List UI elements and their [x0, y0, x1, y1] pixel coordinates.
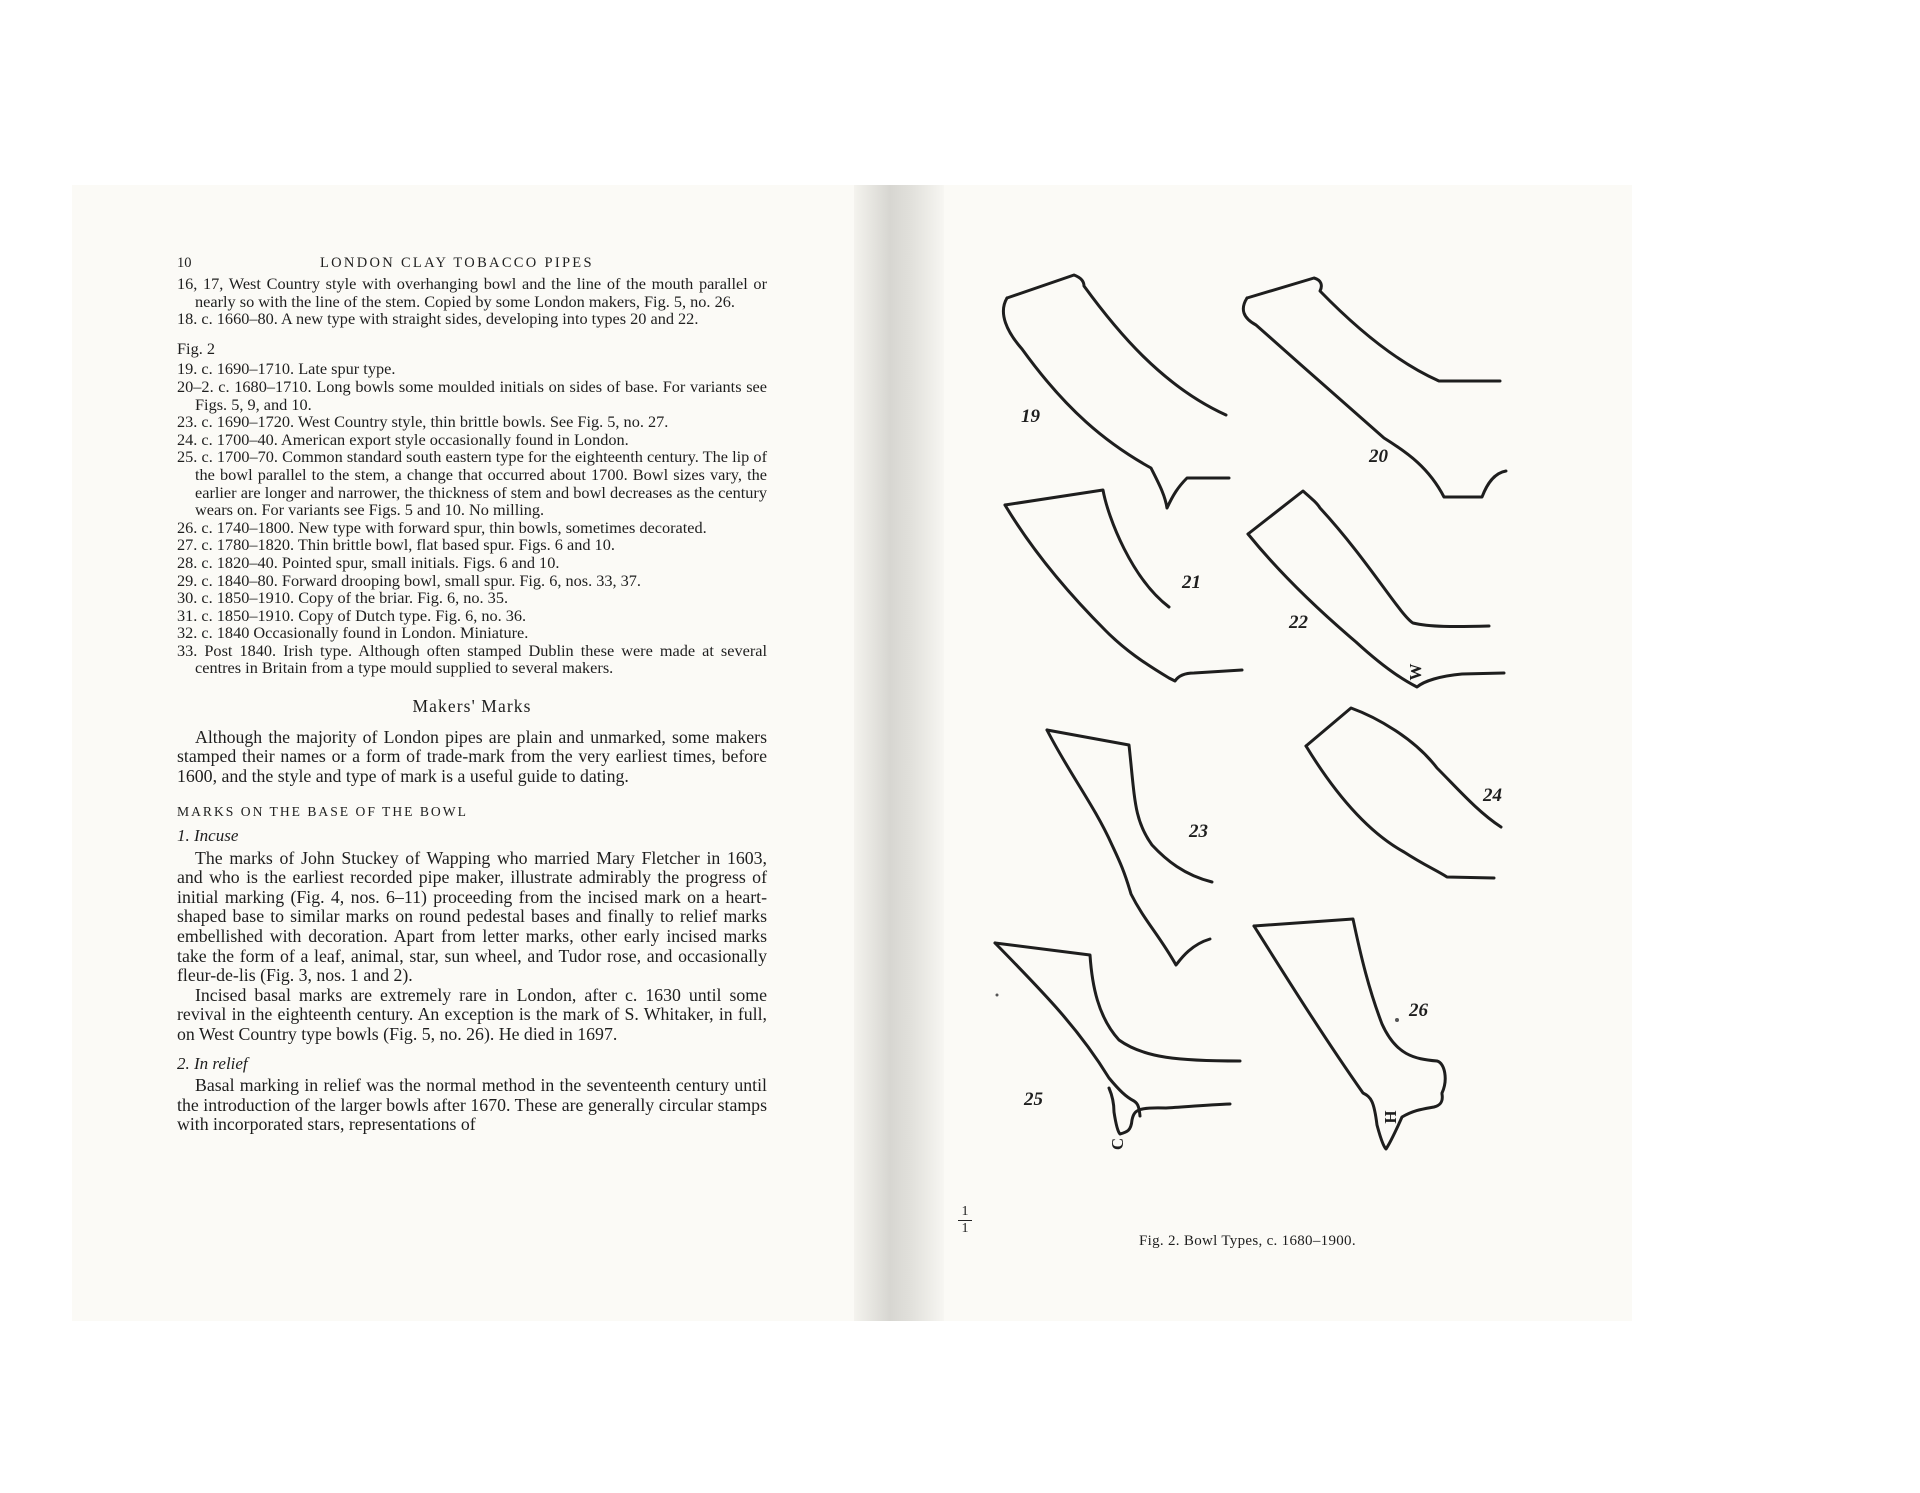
entry-31: 31. c. 1850–1910. Copy of Dutch type. Fig. 6, no. 36. — [177, 605, 527, 625]
bowl-number-19: 19 — [1021, 406, 1040, 427]
entry-32: 32. c. 1840 Occasionally found in London. Miniature. — [177, 623, 529, 643]
bowl-24 — [1306, 746, 1494, 878]
mark-h: H — [1381, 1110, 1400, 1124]
bowl-23-rim — [1047, 730, 1212, 882]
speck — [1395, 1018, 1399, 1022]
entry-18: 18. c. 1660–80. A new type with straight sides, developing into types 20 and 22. — [177, 309, 699, 329]
bowl-number-25: 25 — [1024, 1089, 1043, 1110]
entry-28: 28. c. 1820–40. Pointed spur, small initials. Figs. 6 and 10. — [177, 552, 560, 572]
bowl-23 — [1047, 730, 1210, 965]
bowl-21 — [1005, 505, 1242, 681]
bowl-number-20: 20 — [1369, 446, 1388, 467]
bowl-19-rim — [1007, 275, 1226, 415]
book-spread — [72, 185, 1632, 1321]
subsection-incuse: 1. Incuse — [177, 826, 239, 846]
mark-c: C — [1108, 1137, 1127, 1151]
intro-paragraph: Although the majority of London pipes are plain and unmarked, some makers stamped their names or a form of trade-mark from the very earliest times, before 1600, and the style and type of mark is a useful guide to dating. — [177, 726, 767, 786]
entry-27: 27. c. 1780–1820. Thin brittle bowl, flat based spur. Figs. 6 and 10. — [177, 535, 615, 555]
entry-16-17: 16, 17, West Country style with overhanging bowl and the line of the mouth parallel or nearly so with the line of the stem. Copied by some London makers, Fig. 5, no. 26. — [177, 274, 767, 311]
entry-20-22: 20–2. c. 1680–1710. Long bowls some moulded initials on sides of base. For variants see Figs. 5, 9, and 10. — [177, 376, 767, 414]
running-title: LONDON CLAY TOBACCO PIPES — [320, 255, 594, 271]
running-head — [177, 255, 767, 275]
relief-paragraph: Basal marking in relief was the normal method in the seventeenth century until the introduction of the larger bowls after 1670. These are generally circular stamps with incorporated stars, representations of — [177, 1075, 767, 1135]
bowl-types-figure — [944, 185, 1632, 1321]
entry-19: 19. c. 1690–1710. Late spur type. — [177, 359, 396, 379]
mark-w: W — [1406, 663, 1425, 681]
bowl-25-rim — [995, 943, 1240, 1061]
section-heading: Makers' Marks — [412, 696, 532, 717]
entry-26: 26. c. 1740–1800. New type with forward spur, thin bowls, sometimes decorated. — [177, 517, 707, 537]
entry-29: 29. c. 1840–80. Forward drooping bowl, small spur. Fig. 6, nos. 33, 37. — [177, 570, 642, 590]
entry-24: 24. c. 1700–40. American export style occasionally found in London. — [177, 429, 629, 449]
entry-25: 25. c. 1700–70. Common standard south eastern type for the eighteenth century. The lip of the bowl parallel to the stem, a change that occurred about 1700. Bowl sizes vary, the earlier are longer and narrower, the thickness of stem and bowl decreases as the century wears on. For variants see Figs. 5 and 10. No milling. — [177, 447, 767, 520]
subheading: MARKS ON THE BASE OF THE BOWL — [177, 804, 468, 820]
bowl-number-24: 24 — [1483, 785, 1502, 806]
bowl-19 — [1003, 298, 1229, 508]
scale-fraction — [958, 1205, 972, 1236]
right-page — [944, 185, 1632, 1321]
speck — [996, 994, 999, 997]
subsection-relief: 2. In relief — [177, 1053, 248, 1073]
bowl-21-rim — [1005, 490, 1169, 607]
bowl-20-rim — [1247, 278, 1500, 381]
book-gutter — [854, 185, 944, 1321]
incuse-paragraph-2: Incised basal marks are extremely rare in London, after c. 1630 until some revival in the eighteenth century. An exception is the mark of S. Whitaker, in full, on West Country type bowls (Fig. 5, no. 26). He died in 1697. — [177, 984, 767, 1044]
scale-numerator: 1 — [961, 1204, 969, 1219]
bowl-26 — [1254, 926, 1442, 1149]
left-page — [177, 255, 767, 1135]
bowl-24-rim — [1306, 708, 1501, 827]
fig-label: Fig. 2 — [177, 338, 216, 358]
entry-30: 30. c. 1850–1910. Copy of the briar. Fig. 6, no. 35. — [177, 588, 509, 608]
bowl-number-22: 22 — [1289, 612, 1308, 633]
bowl-22-rim — [1248, 491, 1489, 627]
bowl-22 — [1248, 534, 1504, 687]
page-number: 10 — [177, 255, 192, 271]
bowl-number-26: 26 — [1409, 1000, 1428, 1021]
incuse-paragraph-1: The marks of John Stuckey of Wapping who married Mary Fletcher in 1603, and who is the earliest recorded pipe maker, illustrate admirably the progress of initial marking (Fig. 4, nos. 6–11) proceeding from the incised mark on a heart-shaped base to similar marks on round pedestal bases and finally to relief marks embellished with decoration. Apart from letter marks, other early incised marks take the form of a leaf, animal, star, sun wheel, and Tudor rose, and occasionally fleur-de-lis (Fig. 3, nos. 1 and 2). — [177, 847, 767, 986]
bowl-number-21: 21 — [1182, 572, 1201, 593]
entry-33: 33. Post 1840. Irish type. Although often stamped Dublin these were made at several centres in Britain from a type mould supplied to several makers. — [177, 640, 767, 678]
entry-23: 23. c. 1690–1720. West Country style, thin brittle bowls. See Fig. 5, no. 27. — [177, 412, 669, 432]
figure-caption: Fig. 2. Bowl Types, c. 1680–1900. — [1139, 1233, 1356, 1249]
bowl-20 — [1243, 298, 1506, 497]
bowl-number-23: 23 — [1189, 821, 1208, 842]
scale-denominator: 1 — [961, 1221, 969, 1236]
bowl-25 — [995, 943, 1140, 1116]
